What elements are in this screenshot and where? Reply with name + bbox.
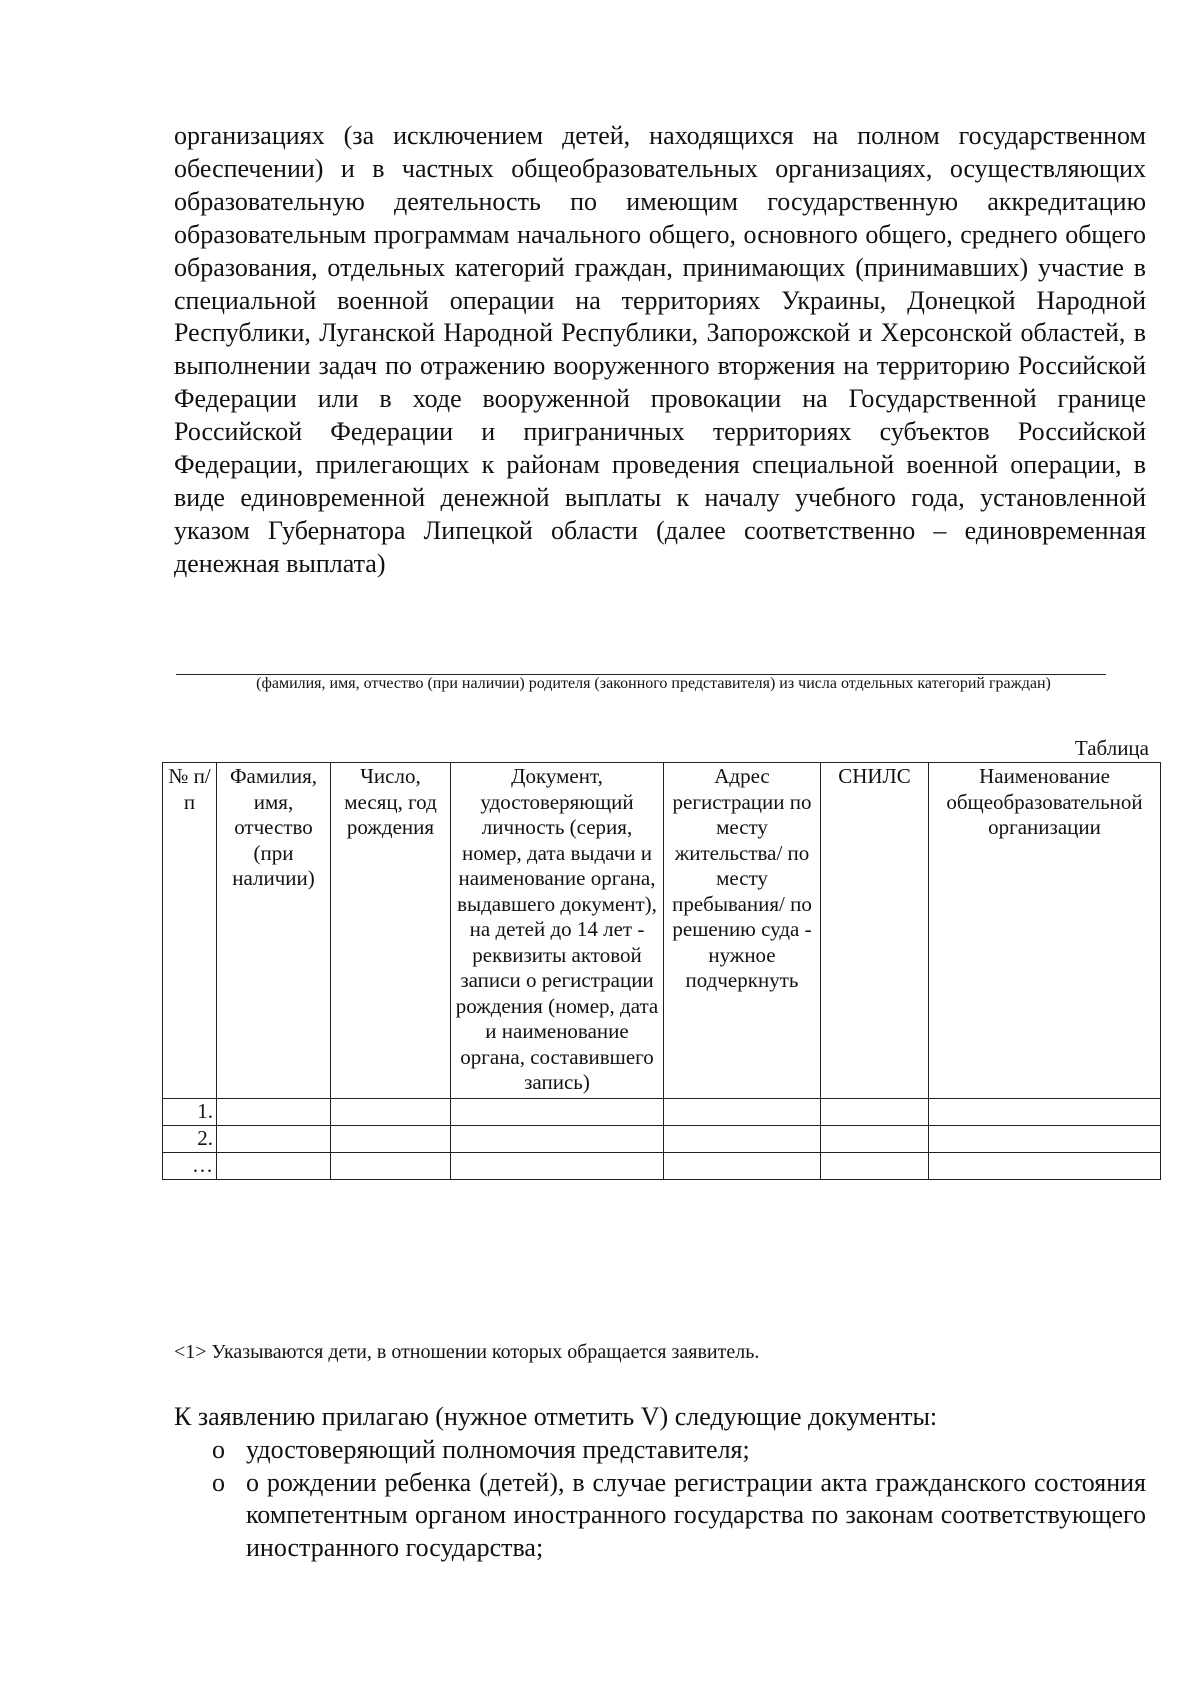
table-cell — [664, 1125, 821, 1152]
table-cell — [664, 1152, 821, 1179]
list-item — [174, 1467, 1146, 1565]
table-cell — [331, 1152, 451, 1179]
table-cell — [929, 1125, 1161, 1152]
signature-caption: (фамилия, имя, отчество (при наличии) родителя (законного представителя) из числа отдельных категорий граждан) — [256, 675, 1051, 692]
row-number: 1. — [163, 1098, 217, 1125]
header-birth-date: Число, месяц, год рождения — [331, 763, 451, 1099]
attachments-heading: К заявлению прилагаю (нужное отметить V) следующие документы: — [174, 1402, 938, 1431]
table-cell — [217, 1125, 331, 1152]
list-item-text: удостоверяющий полномочия представителя; — [246, 1435, 750, 1464]
row-number: … — [163, 1152, 217, 1179]
footnote: <1> Указываются дети, в отношении которых обращается заявитель. — [174, 1341, 760, 1363]
table-cell — [451, 1125, 664, 1152]
table-cell — [821, 1152, 929, 1179]
circle-bullet-icon: o — [212, 1435, 225, 1464]
table-cell — [929, 1098, 1161, 1125]
table-cell — [821, 1098, 929, 1125]
list-item-text: о рождении ребенка (детей), в случае регистрации акта гражданского состояния компетентным органом иностранного государства по законам соответствующего иностранного государства; — [246, 1467, 1146, 1562]
table-row — [163, 1098, 1161, 1125]
header-identity-document: Документ, удостоверяющий личность (серия, номер, дата выдачи и наименование органа, выдавшего документ), на детей до 14 лет - реквизиты актовой записи о регистрации рождения (номер, дата и наименование органа, составившего запись) — [451, 763, 664, 1099]
table-cell — [929, 1152, 1161, 1179]
intro-paragraph: организациях (за исключением детей, находящихся на полном государственном обеспечении) и в частных общеобразовательных организациях, осуществляющих образовательную деятельность по имеющим государственную аккредитацию образовательным программам начального общего, основного общего, среднего общего образования, отдельных категорий граждан, принимающих (принимавших) участие в специальной военной операции на территориях Украины, Донецкой Народной Республики, Луганской Народной Республики, Запорожской и Херсонской областей, в выполнении задач по отражению вооруженного вторжения на территорию Российской Федерации или в ходе вооруженной провокации на Государственной границе Российской Федерации и приграничных территориях субъектов Российской Федерации, прилегающих к районам проведения специальной военной операции, в виде единовременной денежной выплаты к началу учебного года, установленной указом Губернатора Липецкой области (далее соответственно – единовременная денежная выплата) — [174, 121, 1146, 578]
table-row — [163, 1125, 1161, 1152]
header-school-name: Наименование общеобразовательной организации — [929, 763, 1161, 1099]
table-cell — [451, 1098, 664, 1125]
table-label: Таблица — [1074, 736, 1149, 760]
table-cell — [331, 1098, 451, 1125]
header-snils: СНИЛС — [821, 763, 929, 1099]
row-number: 2. — [163, 1125, 217, 1152]
table-cell — [821, 1125, 929, 1152]
list-item — [174, 1434, 1146, 1467]
attachments-list — [174, 1434, 1146, 1564]
table-header-row — [163, 763, 1161, 1099]
header-full-name: Фамилия, имя, отчество (при наличии) — [217, 763, 331, 1099]
circle-bullet-icon: o — [212, 1467, 225, 1497]
table-cell — [217, 1098, 331, 1125]
table-cell — [664, 1098, 821, 1125]
table-row — [163, 1152, 1161, 1179]
table-cell — [217, 1152, 331, 1179]
children-table — [162, 762, 1161, 1180]
table-cell — [331, 1125, 451, 1152]
header-registration-address: Адрес регистрации по месту жительства/ по месту пребывания/ по решению суда - нужное подчеркнуть — [664, 763, 821, 1099]
header-number: № п/п — [163, 763, 217, 1099]
table-cell — [451, 1152, 664, 1179]
